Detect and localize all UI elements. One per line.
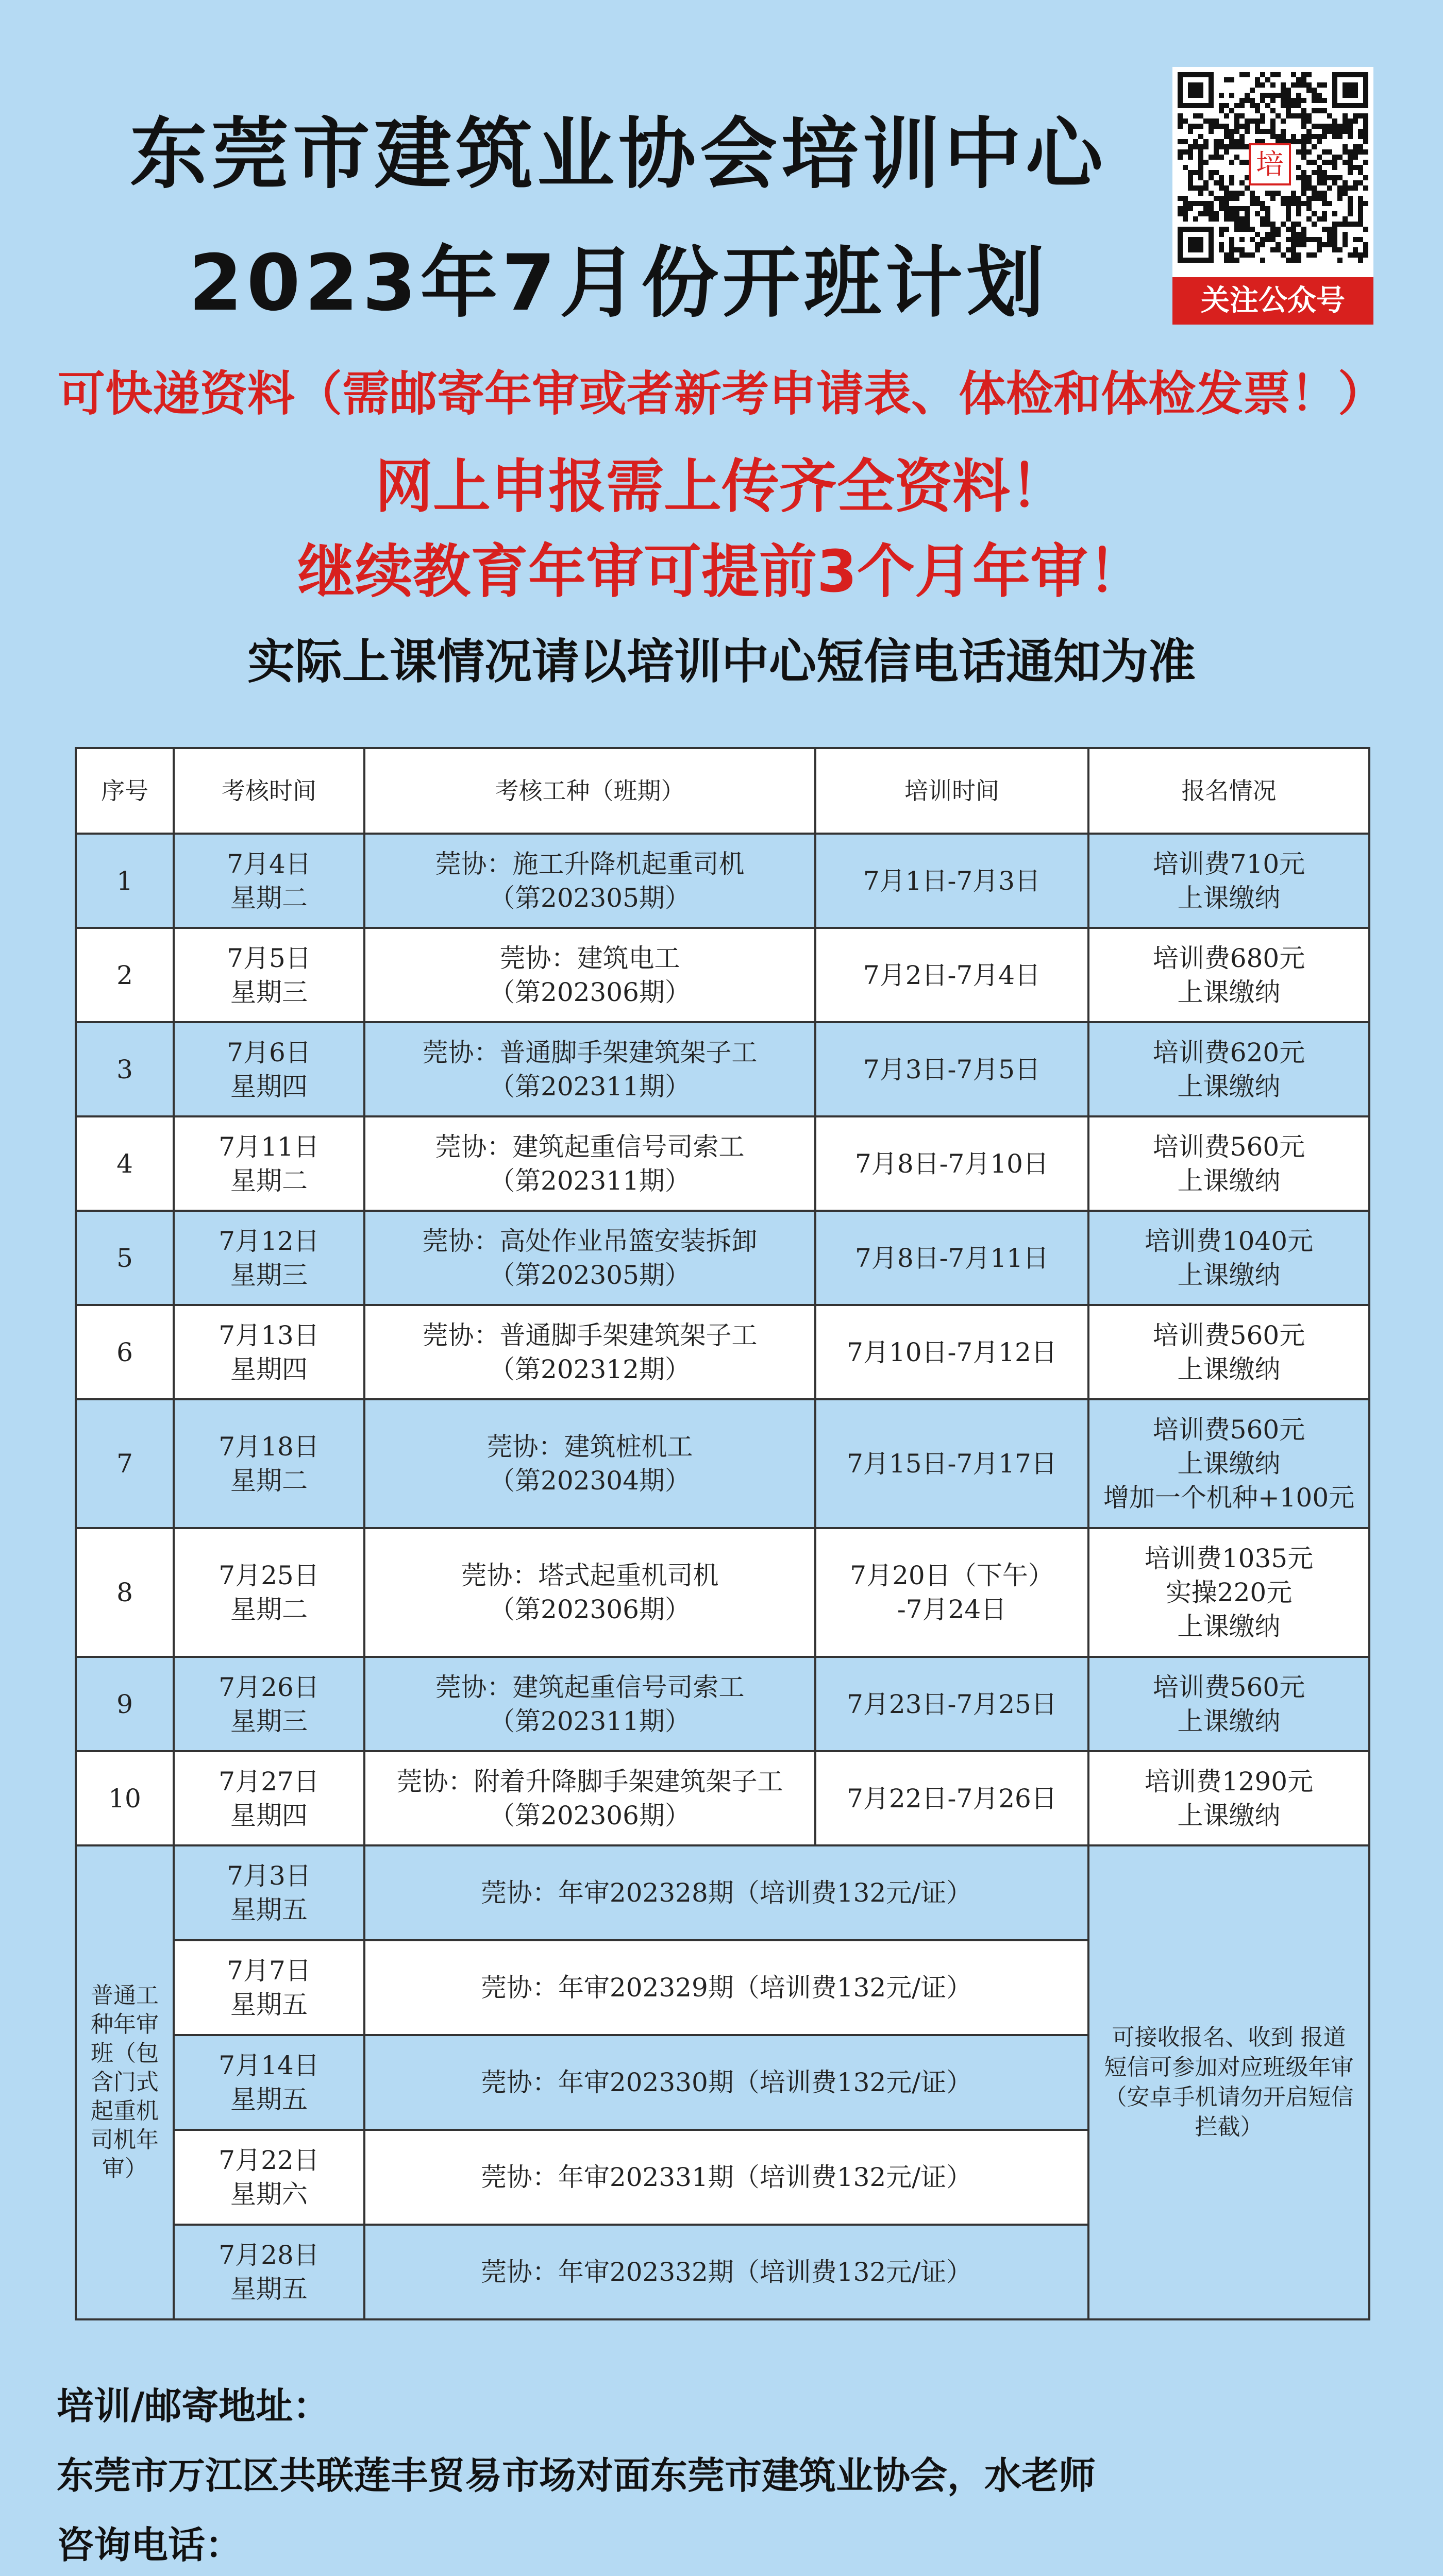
exam-weekday: 星期二 — [230, 883, 308, 913]
table-row — [76, 1305, 1369, 1399]
cell-no — [76, 1399, 174, 1528]
course-name: 莞协：施工升降机起重司机 — [435, 849, 745, 879]
enrollment-line: 上课缴纳 — [1177, 1706, 1281, 1736]
enrollment-line: 上课缴纳 — [1177, 1354, 1281, 1384]
exam-date: 7月18日 — [219, 1432, 320, 1462]
enrollment-line: 增加一个机种+100元 — [1103, 1483, 1355, 1513]
qr-center-logo: 培 — [1249, 143, 1291, 185]
exam-date: 7月13日 — [219, 1320, 320, 1350]
cell-exam-date — [174, 834, 364, 928]
course-period: （第202305期） — [489, 1260, 691, 1290]
annual-description: 莞协：年审202329期（培训费132元/证） — [480, 1973, 972, 2003]
row-number: 1 — [116, 866, 133, 896]
enrollment-line: 上课缴纳 — [1177, 883, 1281, 913]
cell-enrollment — [1088, 1399, 1369, 1528]
notice-sms-confirmation: 实际上课情况请以培训中心短信电话通知为准 — [247, 634, 1196, 689]
row-number: 4 — [116, 1148, 133, 1179]
cell-exam-date — [174, 1751, 364, 1845]
cell-enrollment — [1088, 1751, 1369, 1845]
cell-exam-date — [174, 1022, 364, 1116]
exam-date: 7月7日 — [227, 1956, 311, 1986]
enrollment-line: 上课缴纳 — [1177, 1071, 1281, 1101]
cell-no — [76, 834, 174, 928]
annual-review-category — [76, 1845, 174, 2319]
course-name: 莞协：普通脚手架建筑架子工 — [422, 1320, 758, 1350]
course-period: （第202311期） — [489, 1071, 691, 1101]
row-number: 10 — [108, 1783, 141, 1814]
cell-training-time — [815, 1399, 1088, 1528]
course-period: （第202306期） — [489, 977, 691, 1007]
cell-enrollment — [1088, 1305, 1369, 1399]
notice-express-materials: 可快递资料（需邮寄年审或者新考申请表、体检和体检发票！） — [57, 366, 1385, 421]
notice-early-review: 继续教育年审可提前3个月年审！ — [297, 538, 1146, 605]
page-title: 东莞市建筑业协会培训中心 — [129, 110, 1107, 199]
training-time: 7月2日-7月4日 — [863, 960, 1041, 990]
course-name: 莞协：建筑起重信号司索工 — [435, 1131, 745, 1162]
course-name: 莞协：塔式起重机司机 — [461, 1561, 719, 1590]
cell-annual-description — [364, 1940, 1088, 2035]
cell-course — [364, 834, 815, 928]
cell-course — [364, 1528, 815, 1657]
course-period: （第202311期） — [489, 1165, 691, 1196]
enrollment-line: 上课缴纳 — [1177, 1449, 1281, 1479]
table-row — [76, 928, 1369, 1022]
training-time: 7月8日-7月10日 — [855, 1148, 1049, 1179]
annual-description: 莞协：年审202328期（培训费132元/证） — [480, 1878, 972, 1908]
exam-weekday: 星期四 — [230, 1800, 308, 1831]
enrollment-line: 培训费560元 — [1152, 1672, 1305, 1702]
training-time: 7月8日-7月11日 — [855, 1243, 1049, 1273]
cell-training-time — [815, 928, 1088, 1022]
category-line: 普通工 — [91, 1982, 159, 2009]
annual-review-note — [1088, 1845, 1369, 2319]
exam-date: 7月12日 — [219, 1226, 320, 1256]
note-line: 拦截） — [1195, 2114, 1263, 2140]
exam-date: 7月5日 — [227, 943, 311, 973]
table-row — [76, 1116, 1369, 1211]
cell-course — [364, 1399, 815, 1528]
category-line: 种年审 — [91, 2011, 159, 2038]
exam-date: 7月4日 — [227, 849, 311, 879]
cell-exam-date — [174, 1657, 364, 1751]
exam-weekday: 星期五 — [230, 1895, 308, 1925]
training-time: 7月1日-7月3日 — [863, 866, 1041, 896]
enrollment-line: 培训费560元 — [1152, 1131, 1305, 1162]
exam-weekday: 星期四 — [230, 1071, 308, 1101]
exam-date: 7月14日 — [219, 2050, 320, 2080]
course-period: （第202311期） — [489, 1706, 691, 1736]
table-row — [76, 1399, 1369, 1528]
exam-weekday: 星期五 — [230, 2084, 308, 2114]
course-period: （第202304期） — [489, 1466, 691, 1496]
exam-date: 7月27日 — [219, 1766, 320, 1797]
cell-training-time — [815, 1657, 1088, 1751]
exam-weekday: 星期三 — [230, 1260, 308, 1290]
annual-description: 莞协：年审202331期（培训费132元/证） — [480, 2162, 972, 2192]
exam-date: 7月28日 — [219, 2240, 320, 2270]
row-number: 3 — [116, 1054, 133, 1084]
qr-label: 关注公众号 — [1172, 277, 1373, 325]
address: 东莞市万江区共联莲丰贸易市场对面东莞市建筑业协会，水老师 — [57, 2454, 1096, 2497]
header-no: 序号 — [76, 748, 174, 834]
enrollment-line: 上课缴纳 — [1177, 1165, 1281, 1196]
cell-no — [76, 1657, 174, 1751]
row-number: 5 — [116, 1243, 133, 1273]
cell-course — [364, 1657, 815, 1751]
exam-date: 7月6日 — [227, 1037, 311, 1067]
row-number: 7 — [116, 1449, 133, 1479]
enrollment-line: 实操220元 — [1165, 1578, 1293, 1607]
cell-enrollment — [1088, 1022, 1369, 1116]
cell-exam-date — [174, 1940, 364, 2035]
header-training-time: 培训时间 — [815, 748, 1088, 834]
training-time: 7月15日-7月17日 — [847, 1449, 1057, 1479]
exam-date: 7月25日 — [219, 1561, 320, 1590]
row-number: 6 — [116, 1337, 133, 1367]
notice-online-upload: 网上申报需上传齐全资料！ — [375, 453, 1068, 520]
enrollment-line: 上课缴纳 — [1177, 1800, 1281, 1831]
exam-weekday: 星期四 — [230, 1354, 308, 1384]
training-time: 7月10日-7月12日 — [847, 1337, 1057, 1367]
cell-enrollment — [1088, 1657, 1369, 1751]
enrollment-line: 培训费680元 — [1152, 943, 1305, 973]
enrollment-line: 培训费1290元 — [1144, 1766, 1314, 1797]
row-number: 8 — [116, 1578, 133, 1607]
table-row — [76, 1751, 1369, 1845]
category-line: 司机年 — [91, 2127, 159, 2153]
table-row — [76, 1022, 1369, 1116]
enrollment-line: 培训费1040元 — [1144, 1226, 1314, 1256]
row-number: 2 — [116, 960, 133, 990]
table-row — [76, 1528, 1369, 1657]
enrollment-line: 上课缴纳 — [1177, 977, 1281, 1007]
phone-label: 咨询电话： — [57, 2523, 243, 2567]
cell-training-time — [815, 1211, 1088, 1305]
exam-weekday: 星期二 — [230, 1165, 308, 1196]
header-enrollment: 报名情况 — [1088, 748, 1369, 834]
cell-training-time — [815, 834, 1088, 928]
course-name: 莞协：普通脚手架建筑架子工 — [422, 1037, 758, 1067]
cell-enrollment — [1088, 1116, 1369, 1211]
cell-no — [76, 1022, 174, 1116]
cell-no — [76, 1528, 174, 1657]
cell-enrollment — [1088, 1211, 1369, 1305]
header-exam-date: 考核时间 — [174, 748, 364, 834]
course-name: 莞协：建筑桩机工 — [486, 1432, 693, 1462]
cell-exam-date — [174, 1211, 364, 1305]
cell-exam-date — [174, 1399, 364, 1528]
annual-description: 莞协：年审202330期（培训费132元/证） — [480, 2067, 972, 2097]
cell-exam-date — [174, 1116, 364, 1211]
cell-no — [76, 1116, 174, 1211]
cell-enrollment — [1088, 834, 1369, 928]
exam-weekday: 星期三 — [230, 977, 308, 1007]
course-period: （第202306期） — [489, 1800, 691, 1831]
header-course: 考核工种（班期） — [364, 748, 815, 834]
training-time: 7月20日（下午） — [850, 1561, 1054, 1590]
enrollment-line: 培训费560元 — [1152, 1320, 1305, 1350]
cell-exam-date — [174, 2130, 364, 2225]
cell-training-time — [815, 1528, 1088, 1657]
page-subtitle: 2023年7月份开班计划 — [189, 239, 1048, 328]
cell-training-time — [815, 1305, 1088, 1399]
cell-exam-date — [174, 1528, 364, 1657]
exam-weekday: 星期五 — [230, 2274, 308, 2304]
course-name: 莞协：附着升降脚手架建筑架子工 — [396, 1766, 783, 1797]
cell-annual-description — [364, 2035, 1088, 2130]
cell-no — [76, 1211, 174, 1305]
cell-training-time — [815, 1116, 1088, 1211]
course-period: （第202305期） — [489, 883, 691, 913]
cell-no — [76, 928, 174, 1022]
cell-annual-description — [364, 1845, 1088, 1940]
cell-course — [364, 1751, 815, 1845]
enrollment-line: 上课缴纳 — [1177, 1612, 1281, 1641]
enrollment-line: 培训费560元 — [1152, 1415, 1305, 1445]
note-line: 短信可参加对应班级年审 — [1104, 2054, 1354, 2080]
cell-training-time — [815, 1751, 1088, 1845]
table-row — [76, 1657, 1369, 1751]
cell-training-time — [815, 1022, 1088, 1116]
cell-course — [364, 928, 815, 1022]
enrollment-line: 上课缴纳 — [1177, 1260, 1281, 1290]
category-line: 含门式 — [91, 2069, 159, 2095]
cell-annual-description — [364, 2225, 1088, 2319]
row-number: 9 — [116, 1689, 133, 1719]
exam-weekday: 星期二 — [230, 1466, 308, 1496]
cell-exam-date — [174, 1845, 364, 1940]
course-name: 莞协：建筑电工 — [499, 943, 680, 973]
enrollment-line: 培训费620元 — [1152, 1037, 1305, 1067]
cell-annual-description — [364, 2130, 1088, 2225]
course-period: （第202312期） — [489, 1354, 691, 1384]
exam-date: 7月22日 — [219, 2145, 320, 2175]
cell-exam-date — [174, 1305, 364, 1399]
table-row — [76, 834, 1369, 928]
note-line: 可接收报名、收到 报道 — [1112, 2024, 1346, 2050]
course-name: 莞协：建筑起重信号司索工 — [435, 1672, 745, 1702]
training-time: 7月22日-7月26日 — [847, 1783, 1057, 1814]
qr-code[interactable] — [1172, 67, 1373, 325]
table-row — [76, 1211, 1369, 1305]
enrollment-line: 培训费1035元 — [1144, 1544, 1314, 1573]
cell-no — [76, 1751, 174, 1845]
category-line: 起重机 — [91, 2098, 159, 2124]
exam-weekday: 星期二 — [230, 1595, 308, 1624]
cell-enrollment — [1088, 928, 1369, 1022]
enrollment-line: 培训费710元 — [1152, 849, 1305, 879]
cell-course — [364, 1305, 815, 1399]
training-time: 7月3日-7月5日 — [863, 1054, 1041, 1084]
exam-date: 7月26日 — [219, 1672, 320, 1702]
cell-exam-date — [174, 2225, 364, 2319]
course-name: 莞协：高处作业吊篮安装拆卸 — [422, 1226, 758, 1256]
cell-no — [76, 1305, 174, 1399]
cell-enrollment — [1088, 1528, 1369, 1657]
exam-weekday: 星期五 — [230, 1990, 308, 2020]
category-line: 审） — [102, 2156, 147, 2182]
address-label: 培训/邮寄地址： — [57, 2384, 330, 2428]
exam-date: 7月11日 — [219, 1131, 320, 1162]
cell-exam-date — [174, 2035, 364, 2130]
training-time-end: -7月24日 — [897, 1595, 1007, 1624]
cell-exam-date — [174, 928, 364, 1022]
cell-course — [364, 1116, 815, 1211]
exam-date: 7月3日 — [227, 1861, 311, 1891]
category-line: 班（包 — [91, 2040, 159, 2066]
cell-course — [364, 1211, 815, 1305]
cell-course — [364, 1022, 815, 1116]
annual-description: 莞协：年审202332期（培训费132元/证） — [480, 2257, 972, 2287]
training-time: 7月23日-7月25日 — [847, 1689, 1057, 1719]
exam-weekday: 星期六 — [230, 2179, 308, 2209]
table-header-row — [76, 748, 1369, 834]
note-line: （安卓手机请勿开启短信 — [1104, 2084, 1354, 2110]
schedule-table — [75, 747, 1370, 2320]
exam-weekday: 星期三 — [230, 1706, 308, 1736]
course-period: （第202306期） — [489, 1595, 691, 1624]
annual-review-row — [76, 1845, 1369, 1940]
